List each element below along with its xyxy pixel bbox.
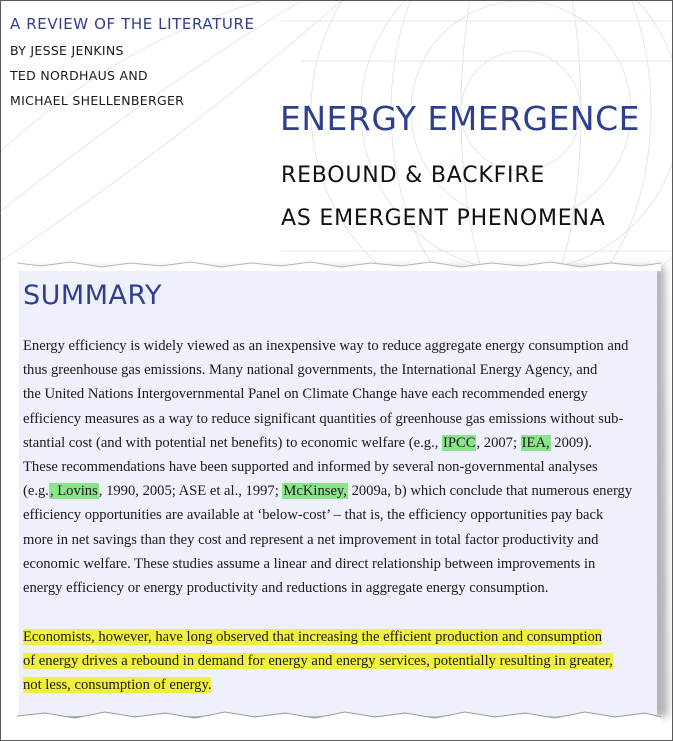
citation-iea: IEA,: [521, 434, 550, 451]
text-segment: (e.g.: [23, 483, 49, 500]
subtitle-line-2: AS EMERGENT PHENOMENA: [281, 206, 606, 231]
text-line: efficiency measures as a way to reduce significant quantities of greenhouse gas emissions without sub-: [23, 410, 624, 427]
yellow-highlight: of energy drives a rebound in demand for energy and energy services, potentially resulting in greater,: [23, 653, 613, 670]
text-line: Energy efficiency is widely viewed as an inexpensive way to reduce aggregate energy consumption and: [23, 338, 629, 354]
author-line-3: MICHAEL SHELLENBERGER: [10, 93, 185, 108]
author-line-1: BY JESSE JENKINS: [10, 43, 124, 58]
text-line: [23, 479, 657, 503]
text-segment: , 1990, 2005; ASE et al., 1997;: [98, 483, 283, 500]
summary-paragraph-1: [23, 334, 657, 600]
report-kicker: A REVIEW OF THE LITERATURE: [10, 15, 255, 33]
summary-heading: SUMMARY: [23, 280, 162, 311]
summary-paragraph-2: [19, 625, 653, 698]
yellow-highlight: Economists, however, have long observed that increasing the efficient production and consumption: [23, 629, 603, 645]
highlighted-line: [19, 625, 653, 649]
text-line: thus greenhouse gas emissions. Many national governments, the International Energy Agency, and: [23, 362, 598, 379]
text-line: These recommendations have been supported and informed by several non-governmental analyses: [23, 459, 598, 476]
report-title: ENERGY EMERGENCE: [280, 99, 640, 138]
highlighted-line: [19, 673, 653, 697]
text-line: efficiency opportunities are available at ‘below-cost’ – that is, the efficiency opportunities pay back: [23, 507, 604, 524]
text-line: energy efficiency or energy productivity and reductions in aggregate energy consumption.: [23, 580, 549, 597]
text-line: the United Nations Intergovernmental Panel on Climate Change have each recommended energy: [23, 386, 588, 403]
citation-lovins: , Lovins: [49, 483, 98, 500]
author-line-2: TED NORDHAUS AND: [10, 68, 148, 83]
subtitle-line-1: REBOUND & BACKFIRE: [281, 163, 546, 188]
text-segment: 2009).: [550, 434, 592, 451]
yellow-highlight: not less, consumption of energy.: [23, 677, 212, 694]
text-line: economic welfare. These studies assume a linear and direct relationship between improvements in: [23, 555, 596, 572]
citation-ipcc: IPCC: [443, 434, 476, 451]
text-segment: stantial cost (and with potential net benefits) to economic welfare (e.g.,: [23, 434, 443, 451]
text-segment: , 2007;: [476, 434, 521, 451]
text-line: more in net savings than they cost and represent a net improvement in total factor productivity and: [23, 531, 599, 548]
text-line: [23, 431, 657, 455]
citation-mckinsey: McKinsey,: [283, 483, 347, 500]
highlighted-line: [19, 649, 653, 673]
text-segment: 2009a, b) which conclude that numerous energy: [347, 483, 633, 500]
